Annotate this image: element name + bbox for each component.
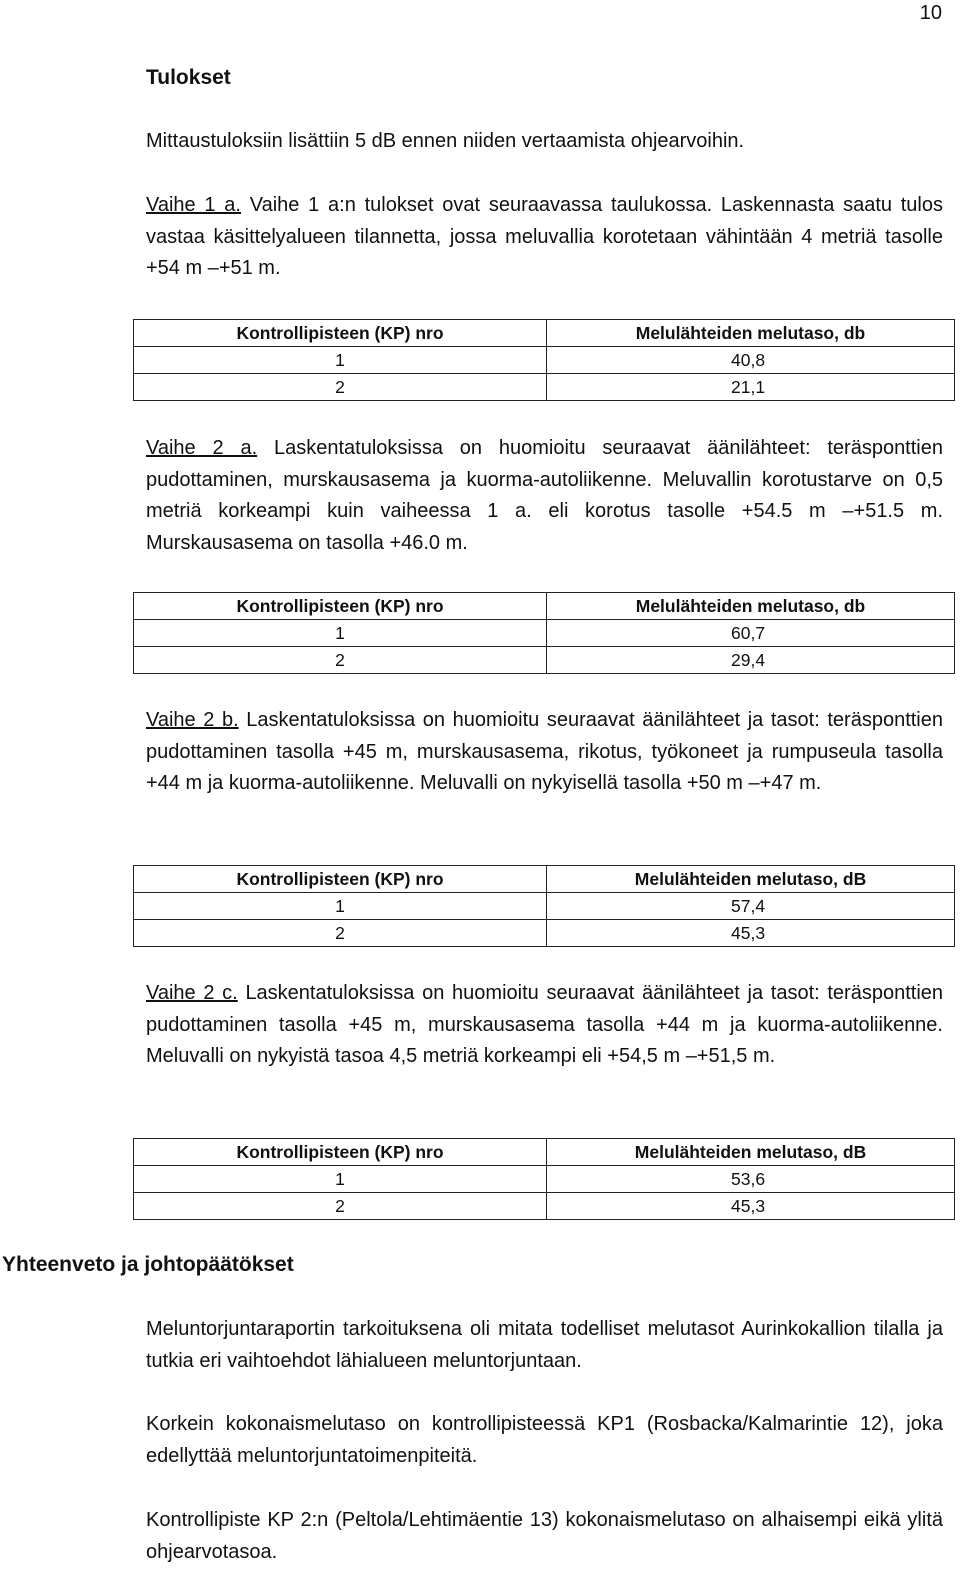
phase-1a-paragraph <box>146 190 943 285</box>
phase-2b-paragraph <box>146 705 943 800</box>
column-header-kp: Kontrollipisteen (KP) nro <box>134 320 547 347</box>
phase-text: Laskentatuloksissa on huomioitu seuraavat äänilähteet ja tasot: teräsponttien pudottaminen tasolla +45 m, murskausasema, rikotus, työkoneet ja rumpuseula tasolla +44 m ja kuorma-autoliikenne. Meluvalli on nykyisellä tasolla +50 m –+47 m. <box>146 709 943 794</box>
kp-cell: 1 <box>134 347 547 374</box>
results-intro: Mittaustuloksiin lisättiin 5 dB ennen niiden vertaamista ohjearvoihin. <box>146 130 745 152</box>
summary-paragraph: Korkein kokonaismelutaso on kontrollipisteessä KP1 (Rosbacka/Kalmarintie 12), joka edellyttää meluntorjuntatoimenpiteitä. <box>146 1413 943 1467</box>
column-header-kp: Kontrollipisteen (KP) nro <box>134 1139 547 1166</box>
summary-heading: Yhteenveto ja johtopäätökset <box>2 1253 294 1276</box>
kp-cell: 2 <box>134 1193 547 1220</box>
level-cell: 53,6 <box>547 1166 955 1193</box>
table-row <box>134 893 955 920</box>
column-header-kp: Kontrollipisteen (KP) nro <box>134 593 547 620</box>
level-cell: 21,1 <box>547 374 955 401</box>
level-cell: 45,3 <box>547 920 955 947</box>
phase-label: Vaihe 2 a. <box>146 437 258 459</box>
column-header-level: Melulähteiden melutaso, db <box>547 320 955 347</box>
phase-text: Laskentatuloksissa on huomioitu seuraavat äänilähteet ja tasot: teräsponttien pudottaminen tasolla +45 m, murskausasema tasolla +44 m ja kuorma-autoliikenne. Meluvalli on nykyistä tasoa 4,5 metriä korkeampi eli +54,5 m –+51,5 m. <box>146 982 944 1067</box>
page-number: 10 <box>919 2 942 24</box>
phase-2c-paragraph <box>146 978 943 1073</box>
column-header-level: Melulähteiden melutaso, dB <box>547 1139 955 1166</box>
kp-cell: 2 <box>134 374 547 401</box>
phase-2a-paragraph <box>146 433 943 559</box>
kp-cell: 1 <box>134 620 547 647</box>
phase-2c-table <box>133 1138 955 1220</box>
column-header-level: Melulähteiden melutaso, db <box>547 593 955 620</box>
level-cell: 40,8 <box>547 347 955 374</box>
phase-text: Vaihe 1 a:n tulokset ovat seuraavassa taulukossa. Laskennasta saatu tulos vastaa käsittelyalueen tilannetta, jossa meluvallia korotetaan vähintään 4 metriä tasolle +54 m –+51 m. <box>146 194 943 279</box>
phase-label: Vaihe 2 c. <box>146 982 238 1004</box>
table-row <box>134 647 955 674</box>
kp-cell: 2 <box>134 920 547 947</box>
table-header-row <box>134 1139 955 1166</box>
column-header-kp: Kontrollipisteen (KP) nro <box>134 866 547 893</box>
table-row <box>134 374 955 401</box>
column-header-level: Melulähteiden melutaso, dB <box>547 866 955 893</box>
table-row <box>134 620 955 647</box>
results-heading: Tulokset <box>146 66 231 89</box>
level-cell: 57,4 <box>547 893 955 920</box>
table-row <box>134 920 955 947</box>
summary-paragraph: Kontrollipiste KP 2:n (Peltola/Lehtimäentie 13) kokonaismelutaso on alhaisempi eikä ylitä ohjearvotasoa. <box>146 1509 943 1563</box>
level-cell: 45,3 <box>547 1193 955 1220</box>
kp-cell: 2 <box>134 647 547 674</box>
phase-1a-table <box>133 319 955 401</box>
level-cell: 29,4 <box>547 647 955 674</box>
table-row <box>134 347 955 374</box>
phase-text: Laskentatuloksissa on huomioitu seuraavat äänilähteet: teräsponttien pudottaminen, murskausasema ja kuorma-autoliikenne. Meluvallin korotustarve on 0,5 metriä korkeampi kuin vaiheessa 1 a. eli korotus tasolle +54.5 m –+51.5 m. Murskausasema on tasolla +46.0 m. <box>146 437 943 554</box>
level-cell: 60,7 <box>547 620 955 647</box>
phase-2a-table <box>133 592 955 674</box>
table-header-row <box>134 593 955 620</box>
summary-paragraph: Meluntorjuntaraportin tarkoituksena oli mitata todelliset melutasot Aurinkokallion tilalla ja tutkia eri vaihtoehdot lähialueen meluntorjuntaan. <box>146 1318 943 1372</box>
table-header-row <box>134 320 955 347</box>
phase-label: Vaihe 2 b. <box>146 709 239 731</box>
phase-label: Vaihe 1 a. <box>146 194 241 216</box>
phase-2b-table <box>133 865 955 947</box>
table-header-row <box>134 866 955 893</box>
kp-cell: 1 <box>134 893 547 920</box>
table-row <box>134 1193 955 1220</box>
kp-cell: 1 <box>134 1166 547 1193</box>
table-row <box>134 1166 955 1193</box>
